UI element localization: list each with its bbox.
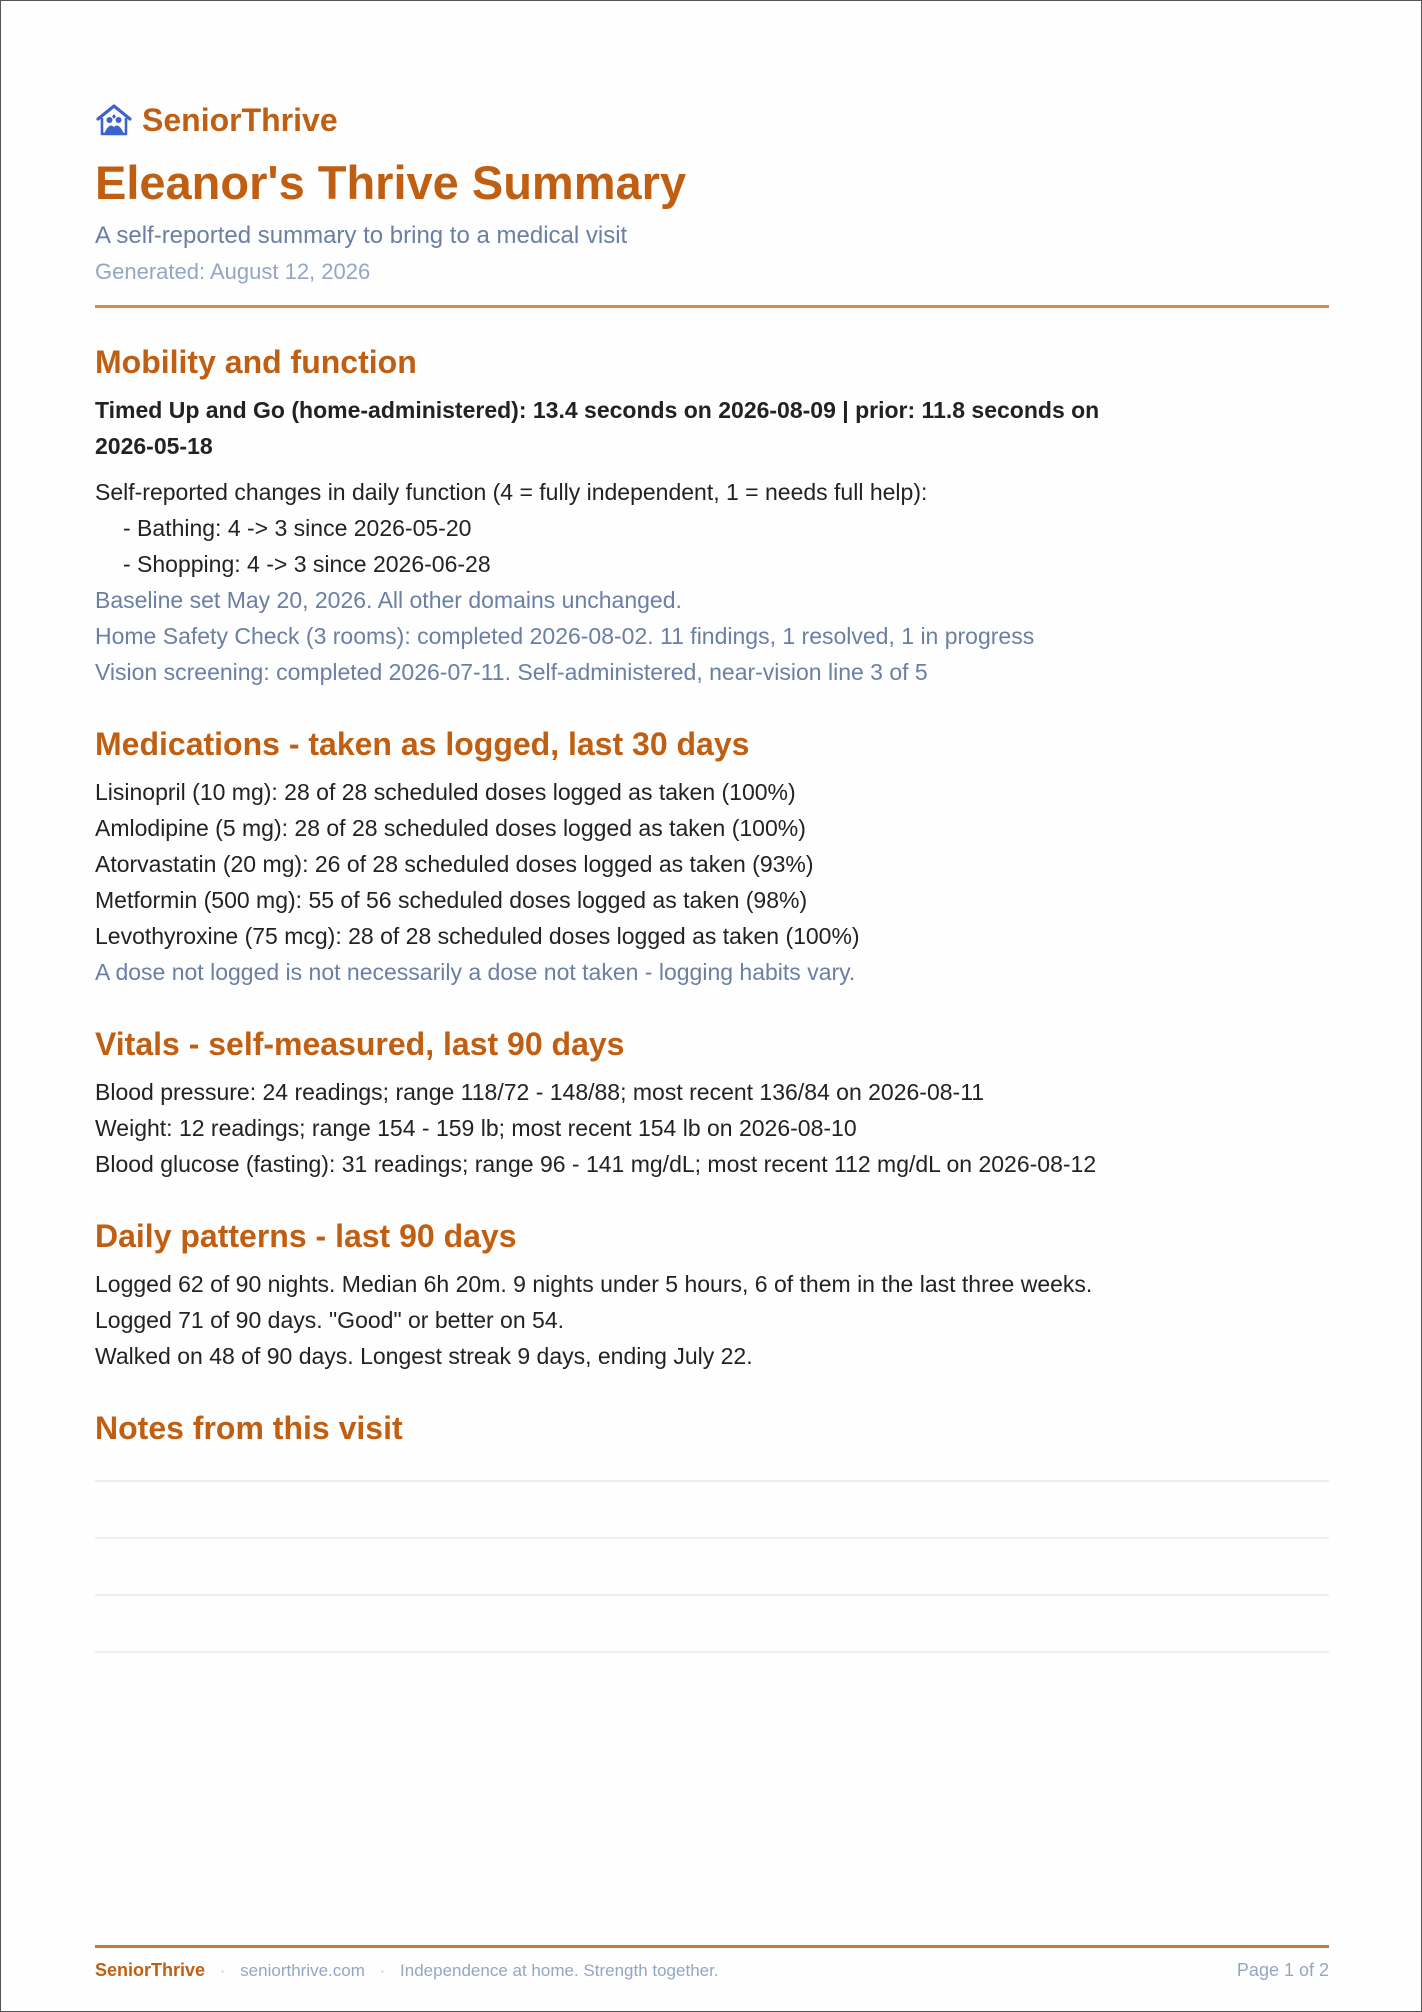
footer-brand: SeniorThrive (95, 1960, 206, 1980)
medication-item: Metformin (500 mg): 55 of 56 scheduled doses logged as taken (98%) (95, 887, 808, 913)
note-line (95, 1651, 1329, 1653)
vital-item: Weight: 12 readings; range 154 - 159 lb; most recent 154 lb on 2026-08-10 (95, 1115, 857, 1141)
medication-item: Amlodipine (5 mg): 28 of 28 scheduled doses logged as taken (100%) (95, 815, 806, 841)
section-mobility (95, 342, 1329, 690)
footer-left (95, 1960, 719, 1981)
pattern-item: Logged 62 of 90 nights. Median 6h 20m. 9 nights under 5 hours, 6 of them in the last three weeks. (95, 1271, 1093, 1297)
section-heading: Mobility and function (95, 344, 417, 380)
function-changes-intro: Self-reported changes in daily function (4 = fully independent, 1 = needs full help): (95, 479, 928, 505)
footer-row (95, 1960, 1329, 1981)
footer-site: seniorthrive.com (240, 1961, 365, 1980)
section-heading: Daily patterns - last 90 days (95, 1218, 517, 1254)
page-title: Eleanor's Thrive Summary (95, 156, 687, 209)
brand-name: SeniorThrive (142, 101, 338, 138)
note-line (95, 1480, 1329, 1482)
function-change-item: - Shopping: 4 -> 3 since 2026-06-28 (123, 551, 491, 577)
function-change-item: - Bathing: 4 -> 3 since 2026-05-20 (123, 515, 472, 541)
page-subtitle: A self-reported summary to bring to a medical visit (95, 222, 628, 249)
section-heading: Notes from this visit (95, 1410, 403, 1446)
section-daily-patterns (95, 1216, 1329, 1374)
vital-item: Blood glucose (fasting): 31 readings; range 96 - 141 mg/dL; most recent 112 mg/dL on 2026-08-12 (95, 1151, 1097, 1177)
footer-separator: · (219, 1961, 226, 1980)
pattern-item: Logged 71 of 90 days. "Good" or better on 54. (95, 1307, 564, 1333)
vital-item: Blood pressure: 24 readings; range 118/72 - 148/88; most recent 136/84 on 2026-08-11 (95, 1079, 985, 1105)
tug-result-cont: 2026-05-18 (95, 433, 213, 459)
mobility-note: Baseline set May 20, 2026. All other domains unchanged. (95, 587, 682, 613)
footer-tagline: Independence at home. Strength together. (400, 1961, 719, 1980)
section-heading: Medications - taken as logged, last 30 days (95, 726, 750, 762)
section-vitals (95, 1024, 1329, 1182)
generated-date: Generated: August 12, 2026 (95, 259, 371, 284)
mobility-note: Vision screening: completed 2026-07-11. Self-administered, near-vision line 3 of 5 (95, 659, 928, 685)
note-line (95, 1594, 1329, 1596)
mobility-note: Home Safety Check (3 rooms): completed 2026-08-02. 11 findings, 1 resolved, 1 in progress (95, 623, 1035, 649)
footer-divider (95, 1945, 1329, 1948)
house-people-icon (95, 103, 133, 137)
medication-item: Lisinopril (10 mg): 28 of 28 scheduled doses logged as taken (100%) (95, 779, 796, 805)
note-line (95, 1537, 1329, 1539)
notes-writing-area (95, 1480, 1329, 1653)
section-visit-notes (95, 1408, 1329, 1653)
pattern-item: Walked on 48 of 90 days. Longest streak 9 days, ending July 22. (95, 1343, 753, 1369)
medication-item: Levothyroxine (75 mcg): 28 of 28 scheduled doses logged as taken (100%) (95, 923, 860, 949)
document-content (95, 99, 1329, 1708)
page-number: Page 1 of 2 (1236, 1960, 1329, 1980)
medication-item: Atorvastatin (20 mg): 26 of 28 scheduled doses logged as taken (93%) (95, 851, 814, 877)
header-divider (95, 305, 1329, 308)
footer-separator: · (379, 1961, 386, 1980)
brand-header (95, 99, 1329, 141)
tug-result: Timed Up and Go (home-administered): 13.4 seconds on 2026-08-09 | prior: 11.8 seconds on (95, 397, 1100, 423)
page-footer (95, 1945, 1329, 1981)
medication-note: A dose not logged is not necessarily a dose not taken - logging habits vary. (95, 959, 856, 985)
section-heading: Vitals - self-measured, last 90 days (95, 1026, 625, 1062)
section-medications (95, 724, 1329, 990)
